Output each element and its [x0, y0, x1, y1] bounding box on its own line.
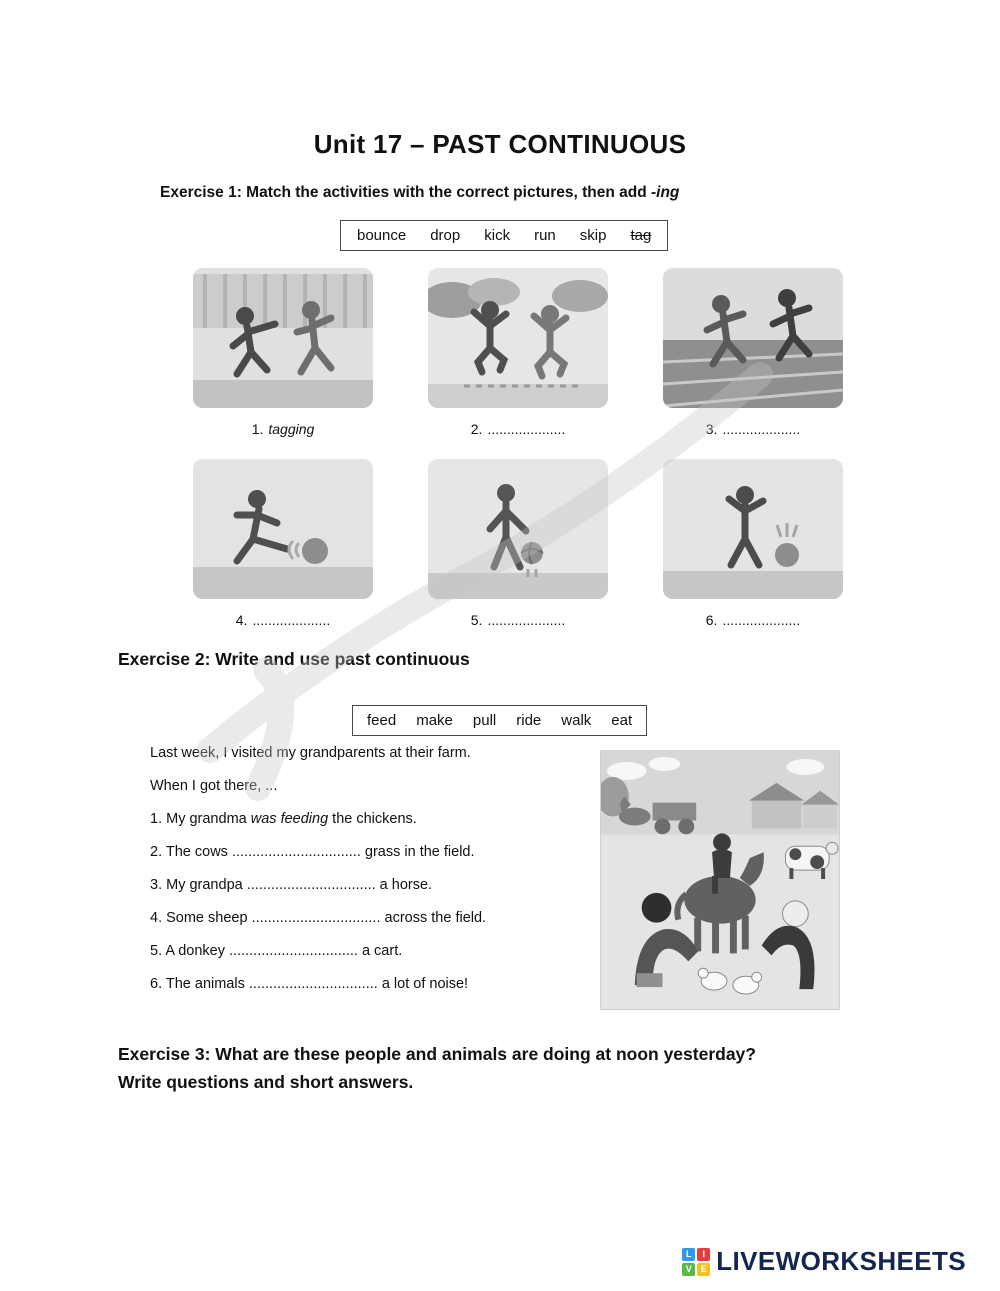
exercise2-intro-2: When I got there, ...: [150, 778, 278, 794]
sentence-5: [150, 942, 600, 960]
logo-square-e: E: [697, 1263, 710, 1276]
sentence-2-pre: 2. The cows: [150, 844, 232, 860]
picture-3-answer-blank[interactable]: ....................: [722, 421, 801, 437]
word-kick: kick: [484, 227, 511, 244]
liveworksheets-wordmark: LIVEWORKSHEETS: [716, 1246, 966, 1276]
word-feed: feed: [367, 712, 397, 729]
picture-1-number: 1.: [251, 421, 264, 437]
word-bounce: bounce: [357, 227, 407, 244]
word-eat: eat: [611, 712, 633, 729]
tagging-illustration: [193, 268, 373, 408]
exercise1-word-bank: [340, 220, 668, 251]
exercise1-pictures-grid: [193, 268, 843, 629]
liveworksheets-logo-icon: [682, 1248, 710, 1276]
exercise1-heading-ing: -ing: [650, 184, 680, 201]
sentence-2: [150, 843, 600, 861]
sentence-1-example-answer: was feeding: [250, 811, 329, 827]
picture-kicking: [193, 459, 373, 599]
picture-cell-3: [663, 268, 843, 438]
picture-4-number: 4.: [235, 612, 248, 628]
skipping-illustration: [428, 268, 608, 408]
exercise3-heading-line1: Exercise 3: What are these people and animals are doing at noon yesterday?: [118, 1044, 756, 1064]
picture-cell-5: [428, 459, 608, 629]
exercise1-heading: [160, 184, 679, 202]
word-run: run: [534, 227, 556, 244]
sentence-6-blank[interactable]: ................................: [248, 976, 378, 992]
farm-illustration: [601, 751, 839, 1009]
picture-5-caption: [471, 612, 565, 629]
sentence-5-blank[interactable]: ................................: [229, 943, 358, 959]
picture-4-answer-blank[interactable]: ....................: [252, 612, 331, 628]
exercise2-text-block: [150, 744, 600, 1008]
sentence-3: [150, 876, 600, 894]
sentence-3-blank[interactable]: ................................: [246, 877, 376, 893]
picture-1-caption: [252, 421, 315, 438]
word-skip: skip: [579, 227, 607, 244]
sentence-3-post: a horse.: [375, 877, 433, 893]
word-pull: pull: [472, 712, 497, 729]
picture-bouncing: [428, 459, 608, 599]
sentence-1-post: the chickens.: [328, 811, 417, 827]
picture-3-caption: [706, 421, 800, 438]
picture-4-caption: [236, 612, 330, 629]
picture-running: [663, 268, 843, 408]
sentence-6-post: a lot of noise!: [377, 976, 469, 992]
exercise2-word-bank: [352, 705, 647, 736]
word-tag: tag: [630, 227, 652, 244]
word-make: make: [416, 712, 453, 729]
exercise2-intro-1: Last week, I visited my grandparents at their farm.: [150, 745, 471, 761]
sentence-1-pre: 1. My grandma: [150, 811, 251, 827]
picture-cell-6: [663, 459, 843, 629]
kicking-illustration: [193, 459, 373, 599]
picture-cell-4: [193, 459, 373, 629]
picture-6-caption: [706, 612, 800, 629]
exercise1-heading-text: Exercise 1: Match the activities with the correct pictures, then add: [160, 184, 651, 201]
picture-2-number: 2.: [470, 421, 483, 437]
picture-3-number: 3.: [705, 421, 718, 437]
picture-6-number: 6.: [705, 612, 718, 628]
sentence-1: [150, 810, 600, 828]
sentence-6-pre: 6. The animals: [150, 976, 249, 992]
sentence-5-pre: 5. A donkey: [150, 943, 230, 959]
sentence-4-pre: 4. Some sheep: [150, 910, 252, 926]
logo-square-v: V: [682, 1263, 695, 1276]
logo-square-l: L: [682, 1248, 695, 1261]
exercise3-heading: [118, 1040, 898, 1096]
exercise3-heading-line2: Write questions and short answers.: [118, 1072, 414, 1092]
sentence-3-pre: 3. My grandpa: [150, 877, 247, 893]
picture-dropping: [663, 459, 843, 599]
picture-6-answer-blank[interactable]: ....................: [722, 612, 801, 628]
sentence-6: [150, 975, 600, 993]
word-ride: ride: [516, 712, 542, 729]
sentence-4-post: across the field.: [380, 910, 487, 926]
word-walk: walk: [561, 712, 592, 729]
picture-tagging: [193, 268, 373, 408]
sentence-4-blank[interactable]: ................................: [251, 910, 381, 926]
picture-5-answer-blank[interactable]: ....................: [487, 612, 566, 628]
bouncing-illustration: [428, 459, 608, 599]
picture-2-caption: [471, 421, 565, 438]
logo-square-i: I: [697, 1248, 710, 1261]
exercise2-heading: Exercise 2: Write and use past continuous: [118, 648, 470, 669]
sentence-4: [150, 909, 600, 927]
picture-cell-2: [428, 268, 608, 438]
liveworksheets-footer: [682, 1246, 966, 1277]
picture-2-answer-blank[interactable]: ....................: [487, 421, 566, 437]
dropping-illustration: [663, 459, 843, 599]
running-illustration: [663, 268, 843, 408]
sentence-5-post: a cart.: [357, 943, 403, 959]
sentence-2-post: grass in the field.: [360, 844, 475, 860]
word-drop: drop: [430, 227, 461, 244]
picture-cell-1: [193, 268, 373, 438]
sentence-2-blank[interactable]: ................................: [231, 844, 361, 860]
picture-1-answer: tagging: [268, 421, 315, 437]
picture-skipping: [428, 268, 608, 408]
farm-picture: [600, 750, 840, 1010]
picture-5-number: 5.: [470, 612, 483, 628]
page-title: Unit 17 – PAST CONTINUOUS: [313, 129, 687, 160]
